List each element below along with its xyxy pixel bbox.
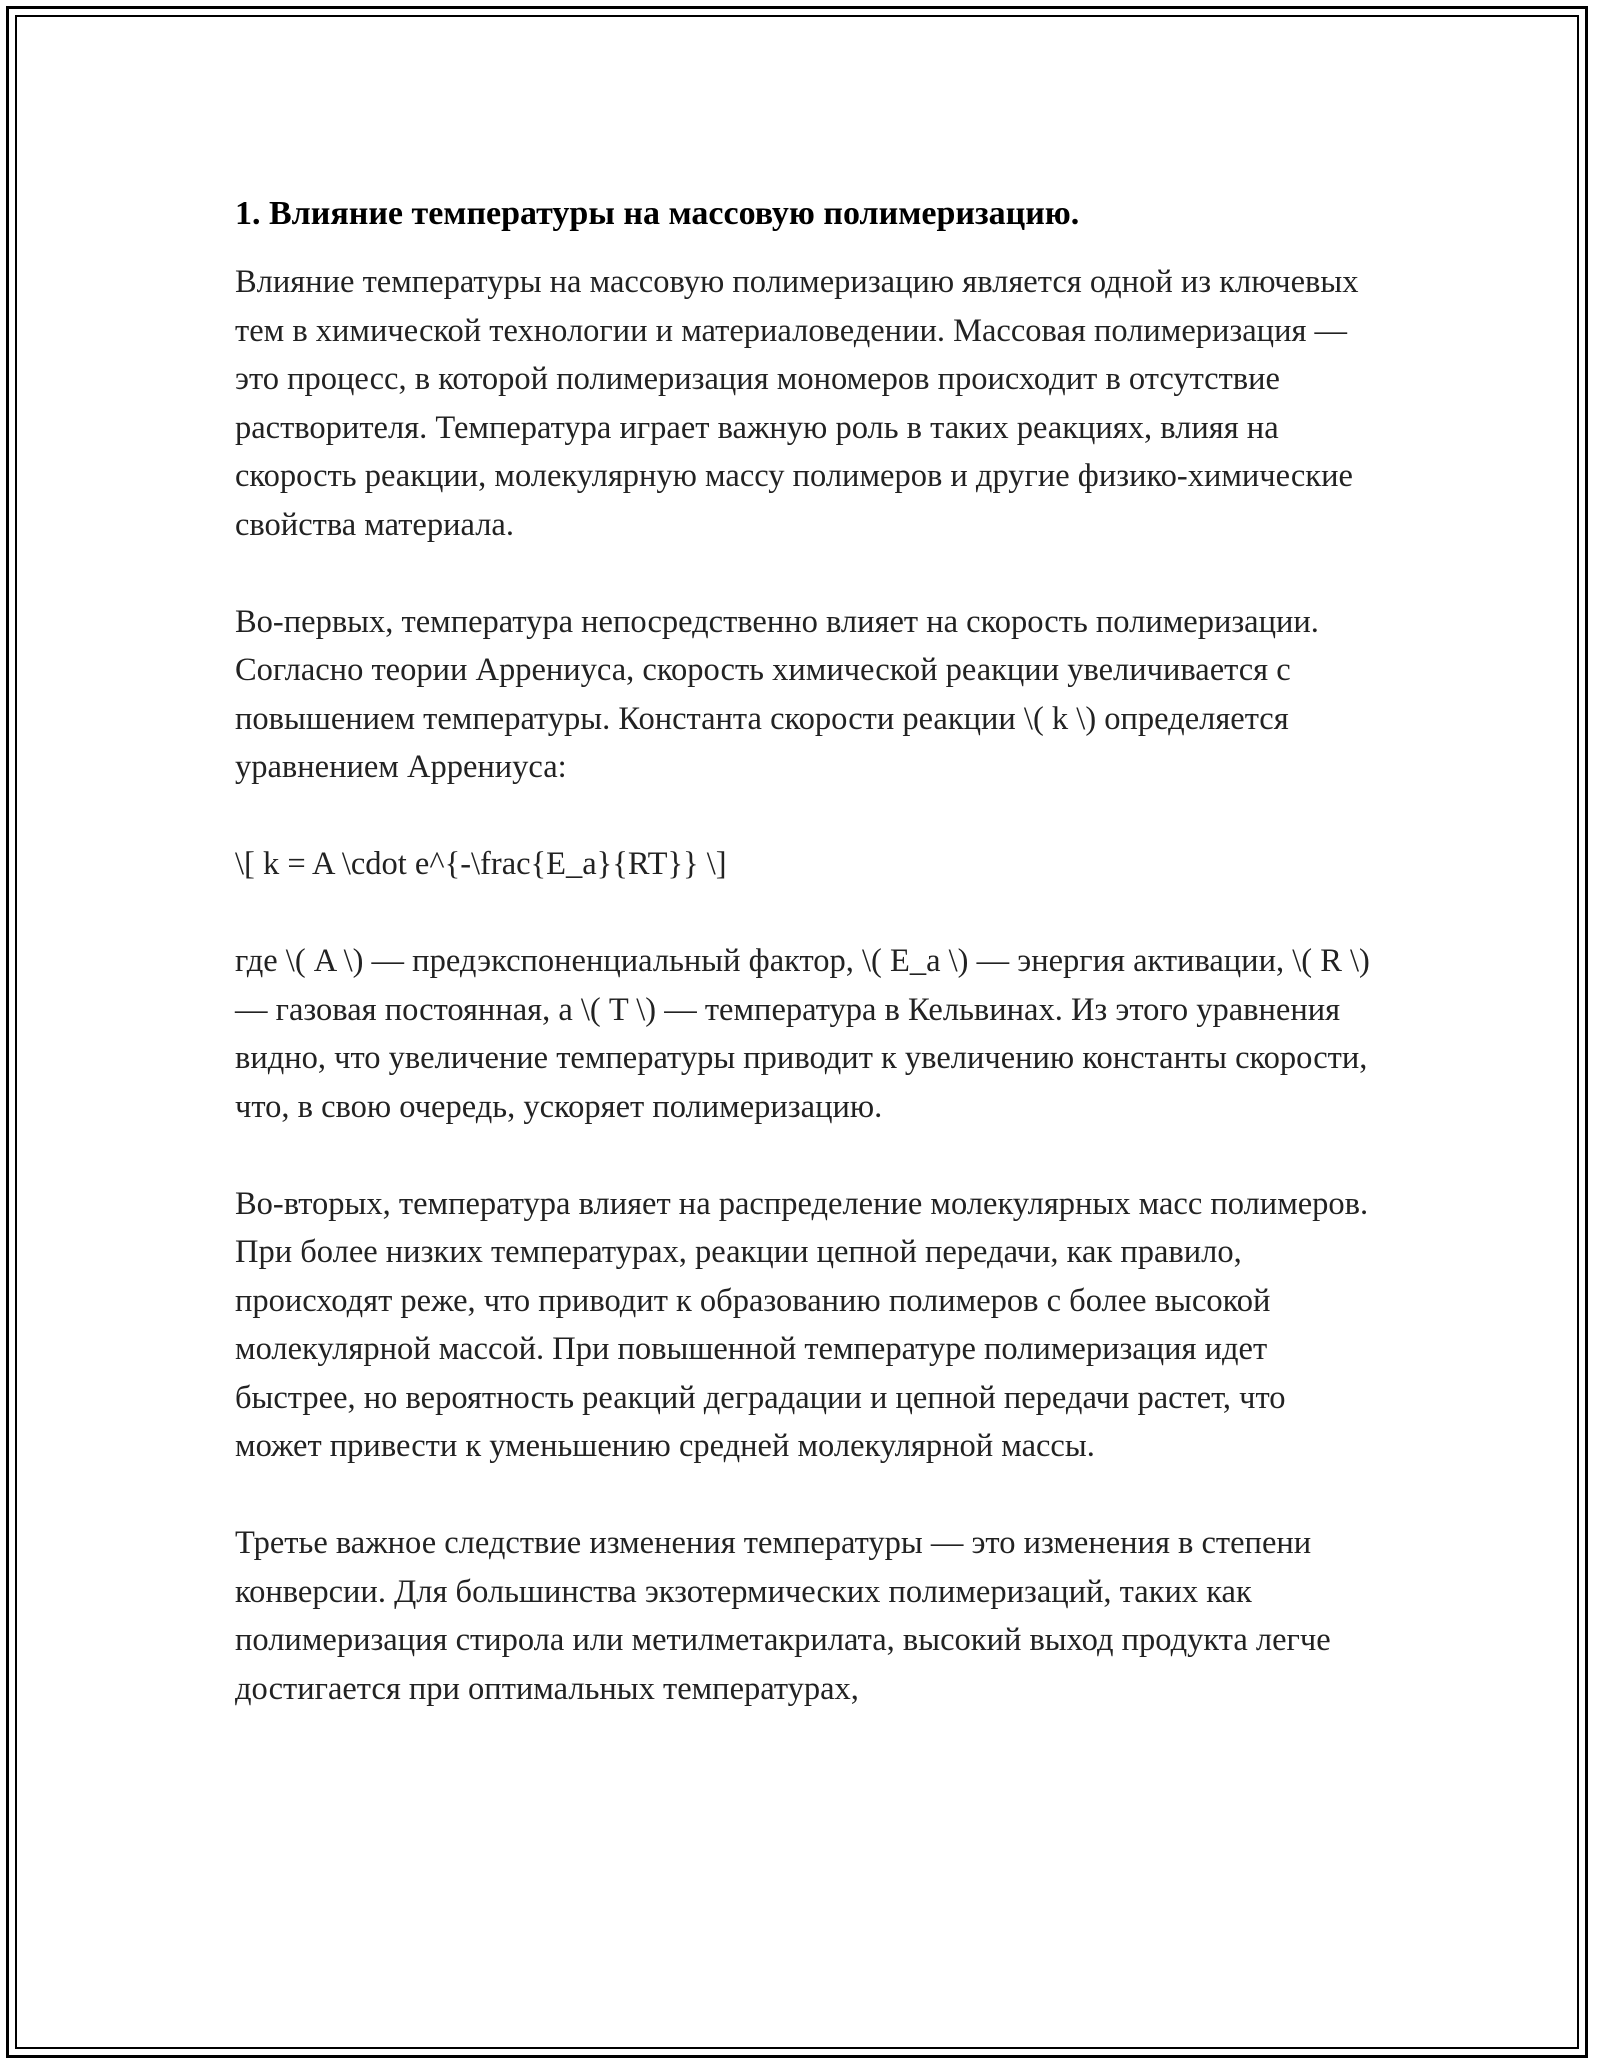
paragraph-reaction-rate: Во-первых, температура непосредственно влияет на скорость полимеризации. Согласно теории Аррениуса, скорость химической реакции увеличивается с повышением температуры. Константа скорости реакции \( k \) определяется уравнением Аррениуса: xyxy=(235,603,1319,785)
paragraph-formula-explanation: где \( A \) — предэкспоненциальный фактор, \( E_a \) — энергия активации, \( R \) — газовая постоянная, а \( T \) — температура в Кельвинах. Из этого уравнения видно, что увеличение температуры приводит к увеличению константы скорости, что, в свою очередь, ускоряет полимеризацию. xyxy=(235,943,1370,1125)
paragraph-molecular-mass: Во-вторых, температура влияет на распределение молекулярных масс полимеров. При более низких температурах, реакции цепной передачи, как правило, происходят реже, что приводит к образованию полимеров с более высокой молекулярной массой. При повышенной температуре полимеризация идет быстрее, но вероятность реакций деградации и цепной передачи растет, что может привести к уменьшению средней молекулярной массы. xyxy=(235,1185,1369,1464)
paragraph-intro: Влияние температуры на массовую полимеризацию является одной из ключевых тем в химической технологии и материаловедении. Массовая полимеризация — это процесс, в которой полимеризация мономеров происходит в отсутствие растворителя. Температура играет важную роль в таких реакциях, влияя на скорость реакции, молекулярную массу полимеров и другие физико-химические свойства материала. xyxy=(235,264,1359,543)
paragraph-conversion: Третье важное следствие изменения температуры — это изменения в степени конверсии. Для большинства экзотермических полимеризаций, таких как полимеризация стирола или метилметакрилата, высокий выход продукта легче достигается при оптимальных температурах, xyxy=(235,1525,1331,1707)
arrhenius-formula: \[ k = A \cdot e^{-\frac{E_a}{RT}} \] xyxy=(235,846,727,882)
document-body xyxy=(235,190,1375,1762)
section-heading: 1. Влияние температуры на массовую полимеризацию. xyxy=(235,195,1080,232)
